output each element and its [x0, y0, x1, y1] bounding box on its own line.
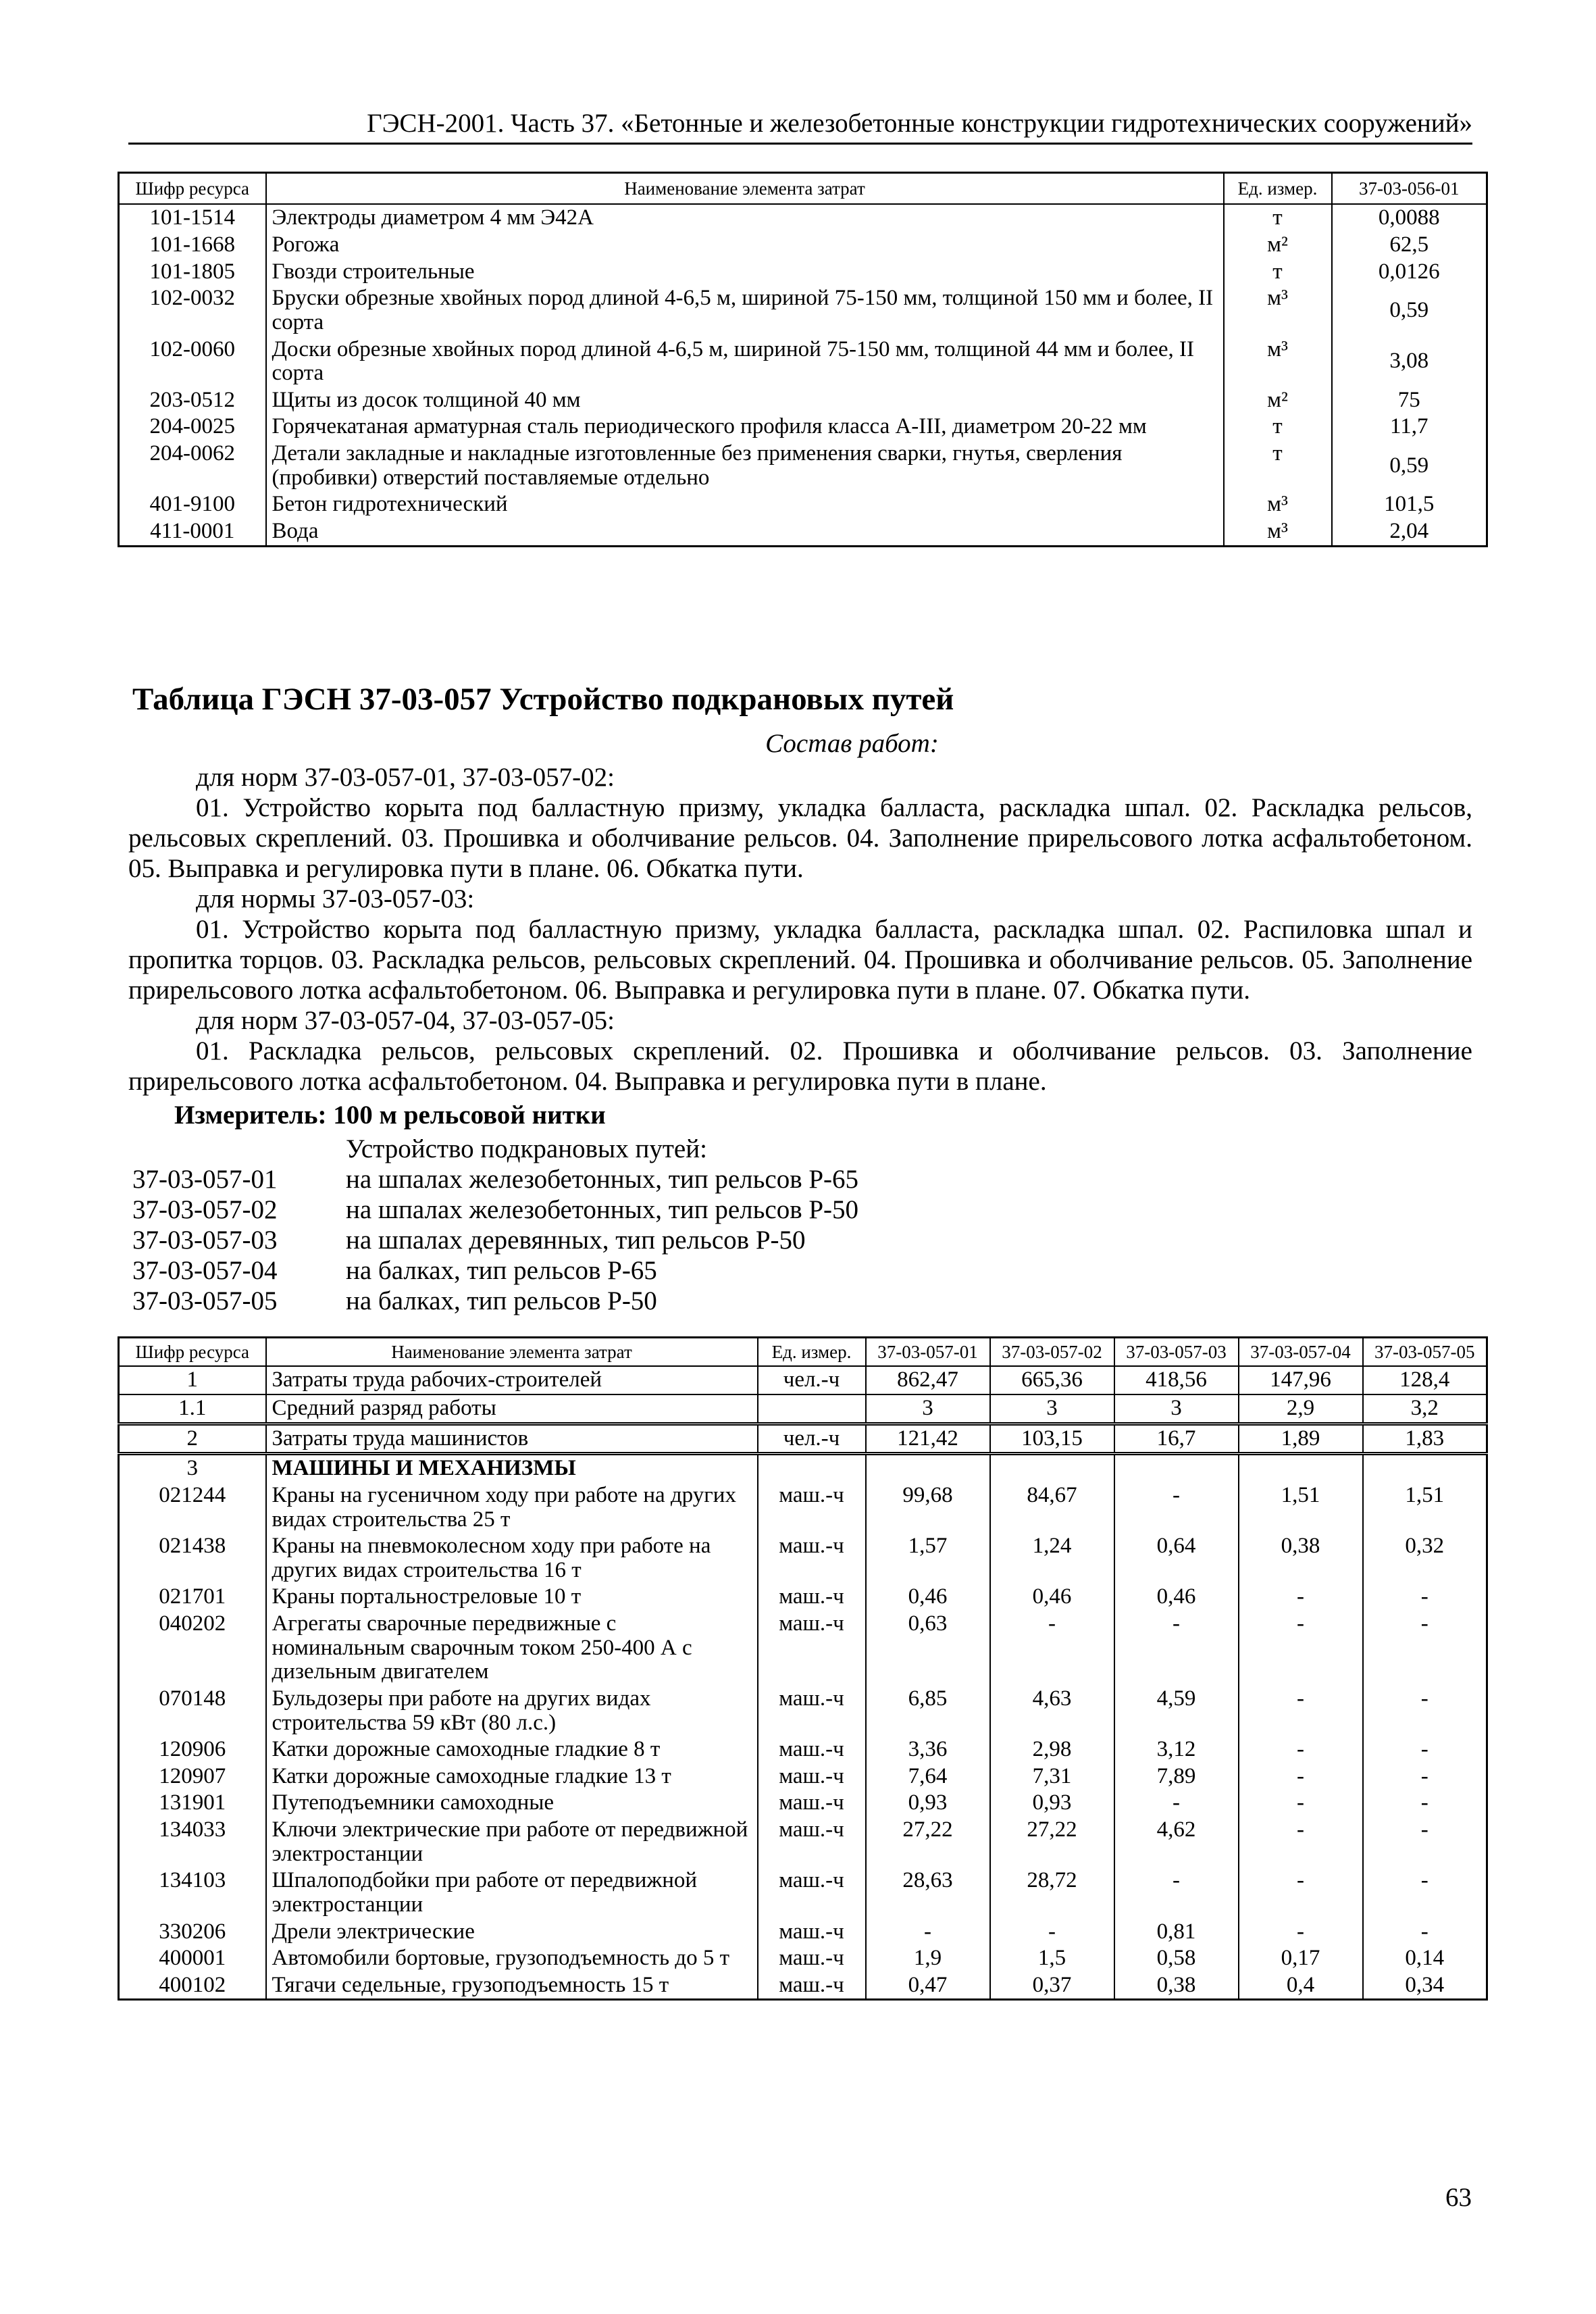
variant-code: 37-03-057-02	[132, 1195, 278, 1224]
cell-value: 147,96	[1239, 1366, 1363, 1394]
cell-code: 101-1514	[119, 204, 266, 232]
header-cell: Наименование элемента затрат	[266, 1338, 758, 1367]
cell-unit: м³	[1224, 518, 1332, 546]
header-cell: 37-03-057-02	[990, 1338, 1114, 1367]
cell-code: 400102	[119, 1972, 266, 2000]
cell-value: 0,37	[990, 1972, 1114, 2000]
cell-value: 0,32	[1363, 1533, 1487, 1584]
cell-val: 2,04	[1332, 518, 1487, 546]
cell-value	[866, 1454, 990, 1482]
variant-row	[132, 1225, 858, 1255]
cell-value: 28,63	[866, 1867, 990, 1918]
table-row	[119, 413, 1487, 441]
cell-name: Горячекатаная арматурная сталь периодического профиля класса А-III, диаметром 20-22 мм	[266, 413, 1224, 441]
cell-value: 0,4	[1239, 1972, 1363, 2000]
cell-value: 0,46	[866, 1584, 990, 1611]
cell-value: 0,46	[990, 1584, 1114, 1611]
cell-value: 3	[866, 1394, 990, 1424]
cell-value: 1,24	[990, 1533, 1114, 1584]
cell-name: Автомобили бортовые, грузоподъемность до 5 т	[266, 1945, 758, 1972]
cell-value: -	[1239, 1584, 1363, 1611]
variant-desc: на балках, тип рельсов Р-65	[346, 1256, 657, 1285]
cell-unit: м²	[1224, 232, 1332, 259]
variant-desc: на шпалах железобетонных, тип рельсов Р-65	[346, 1165, 859, 1194]
variant-row	[132, 1286, 858, 1316]
cell-value: 103,15	[990, 1424, 1114, 1454]
table-row	[119, 1394, 1487, 1424]
cell-value: -	[1363, 1736, 1487, 1763]
cell-value: 3	[990, 1394, 1114, 1424]
cell-value: 3	[1114, 1394, 1239, 1424]
cell-name: Затраты труда машинистов	[266, 1424, 758, 1454]
cell-value: 0,81	[1114, 1919, 1239, 1946]
cell-value: 0,64	[1114, 1533, 1239, 1584]
cell-code: 204-0062	[119, 441, 266, 491]
cell-code: 3	[119, 1454, 266, 1482]
cell-value: 28,72	[990, 1867, 1114, 1918]
cell-unit: маш.-ч	[758, 1482, 866, 1533]
cell-value: 2,98	[990, 1736, 1114, 1763]
cell-value: 0,63	[866, 1611, 990, 1686]
table-row	[119, 1611, 1487, 1686]
header-cell: Ед. измер.	[758, 1338, 866, 1367]
cell-value: 0,46	[1114, 1584, 1239, 1611]
cell-value: 1,51	[1363, 1482, 1487, 1533]
cell-code: 120907	[119, 1763, 266, 1790]
header-cell: 37-03-057-05	[1363, 1338, 1487, 1367]
cell-value: 3,12	[1114, 1736, 1239, 1763]
cell-code: 203-0512	[119, 387, 266, 414]
cell-code: 120906	[119, 1736, 266, 1763]
work-composition	[128, 762, 1472, 1097]
cell-unit: маш.-ч	[758, 1533, 866, 1584]
cell-code: 070148	[119, 1686, 266, 1736]
cell-unit: чел.-ч	[758, 1424, 866, 1454]
cell-unit: чел.-ч	[758, 1366, 866, 1394]
cell-value: 0,38	[1239, 1533, 1363, 1584]
table-row	[119, 1366, 1487, 1394]
header-cell: Ед. измер.	[1224, 173, 1332, 205]
header-cell: Шифр ресурса	[119, 1338, 266, 1367]
cell-name: Детали закладные и накладные изготовленные без применения сварки, гнутья, сверления (пробивки) отверстий поставляемые отдельно	[266, 441, 1224, 491]
header-cell: 37-03-057-04	[1239, 1338, 1363, 1367]
cell-name: Гвозди строительные	[266, 259, 1224, 286]
cell-value	[1363, 1454, 1487, 1482]
cell-value: -	[1239, 1611, 1363, 1686]
cell-value: -	[1239, 1736, 1363, 1763]
cell-value	[1239, 1454, 1363, 1482]
work-group-text: 01. Устройство корыта под балластную призму, укладка балласта, раскладка шпал. 02. Раскладка рельсов, рельсовых скреплений. 03. Прошивка и оболчивание рельсов. 04. Заполнение прирельсового лотка асфальтобетоном. 05. Выправка и регулировка пути в плане. 06. Обкатка пути.	[128, 793, 1472, 883]
cell-name: Краны портальнострелoвые 10 т	[266, 1584, 758, 1611]
cell-value: 27,22	[866, 1817, 990, 1867]
cell-unit: т	[1224, 259, 1332, 286]
table-row	[119, 1919, 1487, 1946]
cell-name: Катки дорожные самоходные гладкие 13 т	[266, 1763, 758, 1790]
cell-value: 4,59	[1114, 1686, 1239, 1736]
cell-name: Средний разряд работы	[266, 1394, 758, 1424]
cell-code: 102-0060	[119, 336, 266, 387]
cell-value: 1,51	[1239, 1482, 1363, 1533]
variant-code: 37-03-057-01	[132, 1165, 278, 1194]
table-row	[119, 1945, 1487, 1972]
cell-val: 75	[1332, 387, 1487, 414]
cell-val: 0,0088	[1332, 204, 1487, 232]
cell-value: 0,58	[1114, 1945, 1239, 1972]
cell-value: -	[1363, 1867, 1487, 1918]
cell-value: 2,9	[1239, 1394, 1363, 1424]
table-row	[119, 1972, 1487, 2000]
cell-value: -	[1239, 1817, 1363, 1867]
header-cell: 37-03-057-01	[866, 1338, 990, 1367]
table-row	[119, 1454, 1487, 1482]
cell-unit: маш.-ч	[758, 1686, 866, 1736]
cell-value: 99,68	[866, 1482, 990, 1533]
cell-code: 411-0001	[119, 518, 266, 546]
cell-value	[1114, 1454, 1239, 1482]
cell-code: 102-0032	[119, 285, 266, 336]
cell-name: Бульдозеры при работе на других видах строительства 59 кВт (80 л.с.)	[266, 1686, 758, 1736]
composition-heading: Состав работ:	[765, 729, 939, 758]
cell-unit: маш.-ч	[758, 1790, 866, 1817]
cell-name: Рогожа	[266, 232, 1224, 259]
cell-code: 021438	[119, 1533, 266, 1584]
cell-code: 401-9100	[119, 491, 266, 518]
cell-unit: маш.-ч	[758, 1763, 866, 1790]
cell-value: 0,17	[1239, 1945, 1363, 1972]
cell-val: 0,59	[1332, 441, 1487, 491]
cell-value: -	[1363, 1919, 1487, 1946]
variant-code: 37-03-057-04	[132, 1256, 278, 1285]
cell-unit: м³	[1224, 285, 1332, 336]
cell-value: -	[1239, 1867, 1363, 1918]
table-row	[119, 1763, 1487, 1790]
cell-name: Вода	[266, 518, 1224, 546]
cell-value: -	[1363, 1817, 1487, 1867]
cell-unit: маш.-ч	[758, 1945, 866, 1972]
table-row	[119, 491, 1487, 518]
cell-name: Тягачи седельные, грузоподъемность 15 т	[266, 1972, 758, 2000]
cell-value: -	[1363, 1584, 1487, 1611]
table-row	[119, 1867, 1487, 1918]
cell-unit: маш.-ч	[758, 1584, 866, 1611]
cell-name: Дрели электрические	[266, 1919, 758, 1946]
cell-value: -	[1239, 1790, 1363, 1817]
cell-val: 3,08	[1332, 336, 1487, 387]
cell-value: -	[1239, 1919, 1363, 1946]
cell-code: 134103	[119, 1867, 266, 1918]
cell-value: 1,89	[1239, 1424, 1363, 1454]
cell-value: 1,83	[1363, 1424, 1487, 1454]
page-header: ГЭСН-2001. Часть 37. «Бетонные и железобетонные конструкции гидротехнических сооружений»	[128, 108, 1472, 145]
cell-value: -	[990, 1611, 1114, 1686]
norm-variants	[132, 1134, 858, 1316]
cell-value: -	[1363, 1790, 1487, 1817]
table-row	[119, 1686, 1487, 1736]
cell-unit: м³	[1224, 336, 1332, 387]
header-cell: 37-03-056-01	[1332, 173, 1487, 205]
table-row	[119, 1424, 1487, 1454]
work-group-text: 01. Устройство корыта под балластную призму, укладка балласта, раскладка шпал. 02. Распиловка шпал и пропитка торцов. 03. Раскладка рельсов, рельсовых скреплений. 04. Прошивка и оболчивание рельсов. 05. Заполнение прирельсового лотка асфальтобетоном. 06. Выправка и регулировка пути в плане. 07. Обкатка пути.	[128, 915, 1472, 1005]
table-row	[119, 518, 1487, 546]
cell-name: Бруски обрезные хвойных пород длиной 4-6,5 м, шириной 75-150 мм, толщиной 150 мм и более, II сорта	[266, 285, 1224, 336]
cell-name: Затраты труда рабочих-строителей	[266, 1366, 758, 1394]
cell-name: Катки дорожные самоходные гладкие 8 т	[266, 1736, 758, 1763]
table-row	[119, 285, 1487, 336]
work-group-label: для норм 37-03-057-04, 37-03-057-05:	[196, 1006, 615, 1035]
cell-name: Щиты из досок толщиной 40 мм	[266, 387, 1224, 414]
cell-val: 0,0126	[1332, 259, 1487, 286]
table-row	[119, 1482, 1487, 1533]
cell-value: 128,4	[1363, 1366, 1487, 1394]
cell-unit: маш.-ч	[758, 1736, 866, 1763]
meter-unit: Измеритель: 100 м рельсовой нитки	[174, 1101, 606, 1130]
resources-table-057	[118, 1336, 1488, 2001]
cell-value: 0,38	[1114, 1972, 1239, 2000]
cell-name: Краны на пневмоколесном ходу при работе на других видах строительства 16 т	[266, 1533, 758, 1584]
table-row	[119, 1736, 1487, 1763]
cell-value: 7,89	[1114, 1763, 1239, 1790]
table-row	[119, 441, 1487, 491]
table-row	[119, 1817, 1487, 1867]
table-row	[119, 336, 1487, 387]
cell-value: 862,47	[866, 1366, 990, 1394]
variant-row	[132, 1255, 858, 1286]
cell-value: 7,64	[866, 1763, 990, 1790]
cell-unit: м²	[1224, 387, 1332, 414]
cell-code: 101-1668	[119, 232, 266, 259]
cell-value: 121,42	[866, 1424, 990, 1454]
work-group-text: 01. Раскладка рельсов, рельсовых скреплений. 02. Прошивка и оболчивание рельсов. 03. Заполнение прирельсового лотка асфальтобетоном. 04. Выправка и регулировка пути в плане.	[128, 1036, 1472, 1096]
table-row	[119, 1584, 1487, 1611]
variant-desc: на шпалах деревянных, тип рельсов Р-50	[346, 1226, 806, 1255]
variant-code: 37-03-057-05	[132, 1286, 278, 1315]
variant-row	[132, 1194, 858, 1225]
variant-row	[132, 1164, 858, 1194]
cell-unit: маш.-ч	[758, 1867, 866, 1918]
cell-value: 4,63	[990, 1686, 1114, 1736]
variant-desc: на балках, тип рельсов Р-50	[346, 1286, 657, 1315]
cell-value: -	[1114, 1867, 1239, 1918]
cell-value: 4,62	[1114, 1817, 1239, 1867]
cell-unit: маш.-ч	[758, 1919, 866, 1946]
resources-table-056	[118, 172, 1488, 547]
cell-value: 665,36	[990, 1366, 1114, 1394]
cell-value: 6,85	[866, 1686, 990, 1736]
header-cell: Наименование элемента затрат	[266, 173, 1224, 205]
cell-value: 16,7	[1114, 1424, 1239, 1454]
cell-code: 134033	[119, 1817, 266, 1867]
page-number: 63	[1445, 2183, 1472, 2212]
cell-unit	[758, 1454, 866, 1482]
cell-name: Агрегаты сварочные передвижные с номинальным сварочным током 250-400 А с дизельным двигателем	[266, 1611, 758, 1686]
cell-value: 7,31	[990, 1763, 1114, 1790]
cell-value: -	[1363, 1763, 1487, 1790]
cell-code: 1.1	[119, 1394, 266, 1424]
table-row	[119, 259, 1487, 286]
cell-unit: т	[1224, 441, 1332, 491]
work-group-label: для норм 37-03-057-01, 37-03-057-02:	[196, 763, 615, 792]
cell-code: 330206	[119, 1919, 266, 1946]
cell-unit: м³	[1224, 491, 1332, 518]
cell-unit: маш.-ч	[758, 1972, 866, 2000]
cell-value: 0,93	[866, 1790, 990, 1817]
cell-value	[990, 1454, 1114, 1482]
cell-name: Бетон гидротехнический	[266, 491, 1224, 518]
cell-code: 2	[119, 1424, 266, 1454]
cell-unit: т	[1224, 413, 1332, 441]
cell-code: 040202	[119, 1611, 266, 1686]
cell-unit: т	[1224, 204, 1332, 232]
table-title: Таблица ГЭСН 37-03-057 Устройство подкрановых путей	[132, 682, 954, 717]
cell-code: 1	[119, 1366, 266, 1394]
cell-value: -	[1239, 1686, 1363, 1736]
cell-value: 1,5	[990, 1945, 1114, 1972]
cell-name: Краны на гусеничном ходу при работе на других видах строительства 25 т	[266, 1482, 758, 1533]
cell-name: Ключи электрические при работе от передвижной электростанции	[266, 1817, 758, 1867]
cell-unit: маш.-ч	[758, 1817, 866, 1867]
cell-unit	[758, 1394, 866, 1424]
header-cell: Шифр ресурса	[119, 173, 266, 205]
cell-val: 62,5	[1332, 232, 1487, 259]
cell-value: -	[866, 1919, 990, 1946]
table-row	[119, 204, 1487, 232]
cell-code: 131901	[119, 1790, 266, 1817]
table-row	[119, 387, 1487, 414]
cell-value: -	[990, 1919, 1114, 1946]
table-row	[119, 1790, 1487, 1817]
cell-value: -	[1363, 1686, 1487, 1736]
cell-name: МАШИНЫ И МЕХАНИЗМЫ	[266, 1454, 758, 1482]
cell-name: Электроды диаметром 4 мм Э42А	[266, 204, 1224, 232]
header-cell: 37-03-057-03	[1114, 1338, 1239, 1367]
cell-unit: маш.-ч	[758, 1611, 866, 1686]
cell-code: 204-0025	[119, 413, 266, 441]
cell-value: -	[1239, 1763, 1363, 1790]
cell-value: -	[1114, 1611, 1239, 1686]
cell-code: 021244	[119, 1482, 266, 1533]
cell-name: Путеподъемники самоходные	[266, 1790, 758, 1817]
table-row	[119, 1533, 1487, 1584]
cell-code: 021701	[119, 1584, 266, 1611]
cell-value: 0,47	[866, 1972, 990, 2000]
cell-value: 1,57	[866, 1533, 990, 1584]
cell-value: -	[1363, 1611, 1487, 1686]
cell-value: 0,93	[990, 1790, 1114, 1817]
table-header-row	[119, 1338, 1487, 1367]
work-group-label: для нормы 37-03-057-03:	[196, 884, 475, 913]
variant-code: 37-03-057-03	[132, 1226, 278, 1255]
cell-value: 0,34	[1363, 1972, 1487, 2000]
cell-value: 1,9	[866, 1945, 990, 1972]
cell-code: 101-1805	[119, 259, 266, 286]
cell-name: Доски обрезные хвойных пород длиной 4-6,5 м, шириной 75-150 мм, толщиной 44 мм и более, II сорта	[266, 336, 1224, 387]
cell-value: -	[1114, 1790, 1239, 1817]
cell-value: 0,14	[1363, 1945, 1487, 1972]
cell-value: -	[1114, 1482, 1239, 1533]
variant-desc: на шпалах железобетонных, тип рельсов Р-50	[346, 1195, 859, 1224]
table-header-row	[119, 173, 1487, 205]
cell-val: 11,7	[1332, 413, 1487, 441]
cell-value: 84,67	[990, 1482, 1114, 1533]
cell-val: 101,5	[1332, 491, 1487, 518]
cell-code: 400001	[119, 1945, 266, 1972]
cell-value: 3,36	[866, 1736, 990, 1763]
variants-heading: Устройство подкрановых путей:	[346, 1134, 707, 1163]
table-row	[119, 232, 1487, 259]
cell-value: 3,2	[1363, 1394, 1487, 1424]
cell-val: 0,59	[1332, 285, 1487, 336]
cell-value: 27,22	[990, 1817, 1114, 1867]
cell-name: Шпалоподбойки при работе от передвижной электростанции	[266, 1867, 758, 1918]
cell-value: 418,56	[1114, 1366, 1239, 1394]
